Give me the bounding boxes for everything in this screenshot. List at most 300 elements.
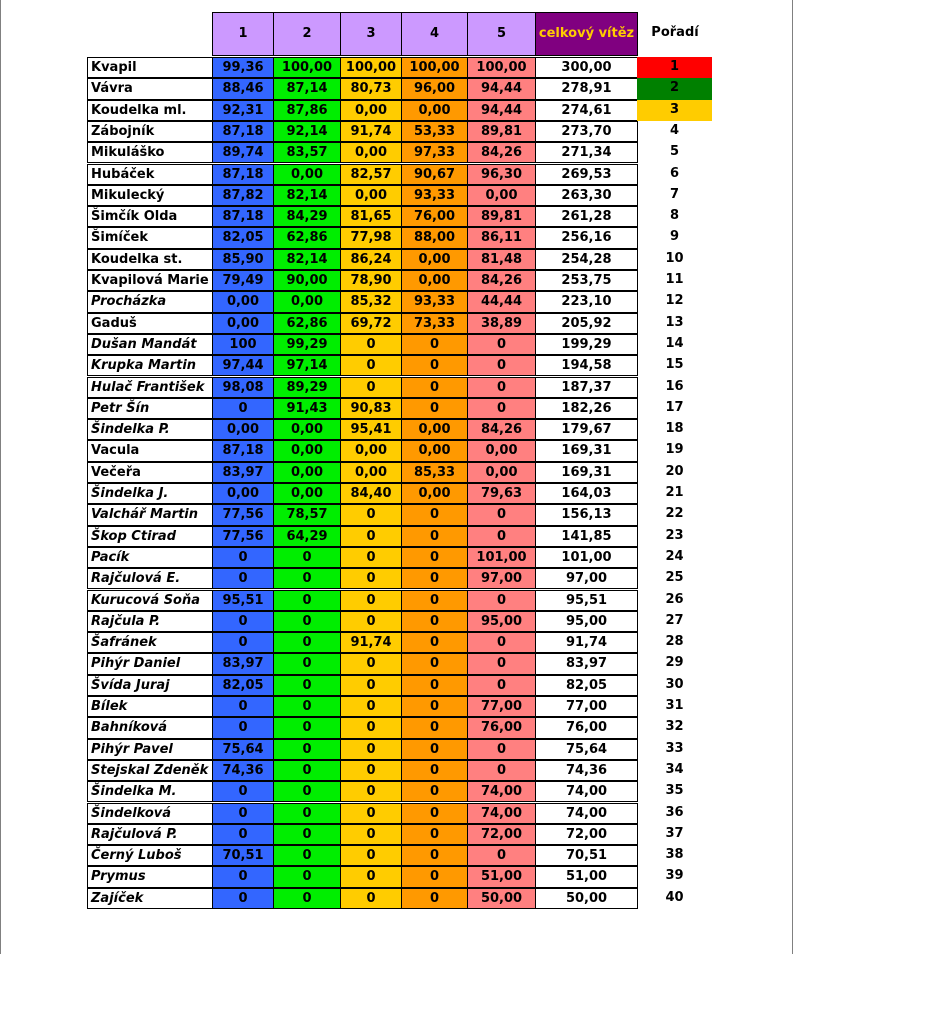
- score-round-1[interactable]: 87,18: [212, 164, 274, 185]
- score-round-1[interactable]: 95,51: [212, 590, 274, 611]
- score-round-5[interactable]: 81,48: [467, 249, 536, 270]
- score-round-5[interactable]: 84,26: [467, 142, 536, 163]
- total-score[interactable]: 95,00: [535, 611, 638, 632]
- competitor-name[interactable]: Kvapil: [87, 57, 213, 78]
- score-round-5[interactable]: 0: [467, 739, 536, 760]
- total-score[interactable]: 141,85: [535, 526, 638, 547]
- score-round-3[interactable]: 78,90: [340, 270, 402, 291]
- total-score[interactable]: 72,00: [535, 824, 638, 845]
- score-round-3[interactable]: 86,24: [340, 249, 402, 270]
- header-rank[interactable]: Pořadí: [651, 25, 699, 40]
- score-round-4[interactable]: 0: [401, 888, 468, 909]
- score-round-3[interactable]: 100,00: [340, 57, 402, 78]
- rank-cell[interactable]: 22: [665, 506, 684, 522]
- score-round-4[interactable]: 0: [401, 717, 468, 738]
- competitor-name[interactable]: Rajčulová P.: [87, 824, 213, 845]
- score-round-3[interactable]: 91,74: [340, 121, 402, 142]
- score-round-2[interactable]: 91,43: [273, 398, 341, 419]
- score-round-3[interactable]: 0: [340, 888, 402, 909]
- total-score[interactable]: 76,00: [535, 717, 638, 738]
- score-round-4[interactable]: 0: [401, 377, 468, 398]
- score-round-2[interactable]: 64,29: [273, 526, 341, 547]
- score-round-5[interactable]: 38,89: [467, 313, 536, 334]
- rank-cell[interactable]: 32: [665, 719, 684, 735]
- score-round-3[interactable]: 0: [340, 739, 402, 760]
- total-score[interactable]: 51,00: [535, 866, 638, 887]
- score-round-2[interactable]: 0,00: [273, 291, 341, 312]
- score-round-3[interactable]: 90,83: [340, 398, 402, 419]
- score-round-5[interactable]: 74,00: [467, 803, 536, 824]
- total-score[interactable]: 271,34: [535, 142, 638, 163]
- score-round-3[interactable]: 0: [340, 355, 402, 376]
- total-score[interactable]: 269,53: [535, 164, 638, 185]
- score-round-1[interactable]: 0: [212, 611, 274, 632]
- competitor-name[interactable]: Kvapilová Marie: [87, 270, 213, 291]
- score-round-2[interactable]: 0: [273, 717, 341, 738]
- competitor-name[interactable]: Koudelka st.: [87, 249, 213, 270]
- total-score[interactable]: 273,70: [535, 121, 638, 142]
- competitor-name[interactable]: Kurucová Soňa: [87, 590, 213, 611]
- competitor-name[interactable]: Valchář Martin: [87, 504, 213, 525]
- score-round-2[interactable]: 0: [273, 866, 341, 887]
- score-round-4[interactable]: 0: [401, 653, 468, 674]
- score-round-2[interactable]: 0: [273, 632, 341, 653]
- score-round-2[interactable]: 0: [273, 824, 341, 845]
- competitor-name[interactable]: Šimíček: [87, 227, 213, 248]
- rank-cell[interactable]: 7: [669, 186, 680, 202]
- score-round-2[interactable]: 89,29: [273, 377, 341, 398]
- score-round-1[interactable]: 0,00: [212, 483, 274, 504]
- rank-cell[interactable]: 33: [665, 740, 684, 756]
- score-round-4[interactable]: 0,00: [401, 419, 468, 440]
- score-round-1[interactable]: 74,36: [212, 760, 274, 781]
- score-round-1[interactable]: 77,56: [212, 526, 274, 547]
- score-round-2[interactable]: 92,14: [273, 121, 341, 142]
- total-score[interactable]: 182,26: [535, 398, 638, 419]
- score-round-2[interactable]: 82,14: [273, 185, 341, 206]
- score-round-3[interactable]: 85,32: [340, 291, 402, 312]
- score-round-4[interactable]: 0: [401, 334, 468, 355]
- score-round-3[interactable]: 80,73: [340, 78, 402, 99]
- score-round-2[interactable]: 0,00: [273, 462, 341, 483]
- score-round-1[interactable]: 0: [212, 781, 274, 802]
- score-round-1[interactable]: 87,18: [212, 121, 274, 142]
- competitor-name[interactable]: Krupka Martin: [87, 355, 213, 376]
- score-round-1[interactable]: 0: [212, 803, 274, 824]
- header-overall-winner[interactable]: celkový vítěz: [535, 12, 638, 56]
- score-round-4[interactable]: 0: [401, 803, 468, 824]
- total-score[interactable]: 169,31: [535, 440, 638, 461]
- total-score[interactable]: 74,00: [535, 803, 638, 824]
- competitor-name[interactable]: Večeřa: [87, 462, 213, 483]
- score-round-4[interactable]: 97,33: [401, 142, 468, 163]
- score-round-5[interactable]: 79,63: [467, 483, 536, 504]
- competitor-name[interactable]: Pihýr Pavel: [87, 739, 213, 760]
- score-round-3[interactable]: 82,57: [340, 164, 402, 185]
- score-round-3[interactable]: 84,40: [340, 483, 402, 504]
- score-round-3[interactable]: 0: [340, 845, 402, 866]
- competitor-name[interactable]: Mikuláško: [87, 142, 213, 163]
- score-round-3[interactable]: 0: [340, 334, 402, 355]
- score-round-3[interactable]: 0,00: [340, 100, 402, 121]
- competitor-name[interactable]: Zajíček: [87, 888, 213, 909]
- score-round-1[interactable]: 0,00: [212, 419, 274, 440]
- score-round-2[interactable]: 62,86: [273, 227, 341, 248]
- score-round-5[interactable]: 0: [467, 355, 536, 376]
- score-round-2[interactable]: 0,00: [273, 440, 341, 461]
- score-round-1[interactable]: 98,08: [212, 377, 274, 398]
- score-round-3[interactable]: 0: [340, 504, 402, 525]
- score-round-4[interactable]: 0: [401, 355, 468, 376]
- rank-cell[interactable]: 17: [665, 399, 684, 415]
- rank-cell[interactable]: 19: [665, 442, 684, 458]
- score-round-2[interactable]: 62,86: [273, 313, 341, 334]
- score-round-3[interactable]: 0: [340, 568, 402, 589]
- competitor-name[interactable]: Šindelka P.: [87, 419, 213, 440]
- competitor-name[interactable]: Šindelková: [87, 803, 213, 824]
- score-round-1[interactable]: 70,51: [212, 845, 274, 866]
- score-round-5[interactable]: 86,11: [467, 227, 536, 248]
- total-score[interactable]: 254,28: [535, 249, 638, 270]
- score-round-1[interactable]: 0: [212, 888, 274, 909]
- competitor-name[interactable]: Škop Ctirad: [87, 526, 213, 547]
- rank-cell[interactable]: 34: [665, 761, 684, 777]
- total-score[interactable]: 187,37: [535, 377, 638, 398]
- score-round-2[interactable]: 0: [273, 568, 341, 589]
- competitor-name[interactable]: Koudelka ml.: [87, 100, 213, 121]
- rank-cell[interactable]: 3: [637, 100, 712, 121]
- competitor-name[interactable]: Zábojník: [87, 121, 213, 142]
- score-round-4[interactable]: 93,33: [401, 185, 468, 206]
- total-score[interactable]: 261,28: [535, 206, 638, 227]
- total-score[interactable]: 50,00: [535, 888, 638, 909]
- score-round-1[interactable]: 82,05: [212, 227, 274, 248]
- score-round-5[interactable]: 0: [467, 526, 536, 547]
- rank-cell[interactable]: 13: [665, 314, 684, 330]
- score-round-5[interactable]: 94,44: [467, 78, 536, 99]
- score-round-2[interactable]: 97,14: [273, 355, 341, 376]
- total-score[interactable]: 101,00: [535, 547, 638, 568]
- score-round-1[interactable]: 0: [212, 568, 274, 589]
- competitor-name[interactable]: Rajčulová E.: [87, 568, 213, 589]
- score-round-2[interactable]: 0: [273, 845, 341, 866]
- score-round-4[interactable]: 0,00: [401, 249, 468, 270]
- rank-cell[interactable]: 35: [665, 783, 684, 799]
- competitor-name[interactable]: Vávra: [87, 78, 213, 99]
- competitor-name[interactable]: Vacula: [87, 440, 213, 461]
- score-round-1[interactable]: 87,82: [212, 185, 274, 206]
- rank-cell[interactable]: 23: [665, 527, 684, 543]
- total-score[interactable]: 164,03: [535, 483, 638, 504]
- score-round-5[interactable]: 101,00: [467, 547, 536, 568]
- competitor-name[interactable]: Šindelka J.: [87, 483, 213, 504]
- total-score[interactable]: 70,51: [535, 845, 638, 866]
- total-score[interactable]: 274,61: [535, 100, 638, 121]
- competitor-name[interactable]: Hubáček: [87, 164, 213, 185]
- score-round-3[interactable]: 0: [340, 760, 402, 781]
- total-score[interactable]: 82,05: [535, 675, 638, 696]
- total-score[interactable]: 253,75: [535, 270, 638, 291]
- total-score[interactable]: 194,58: [535, 355, 638, 376]
- score-round-4[interactable]: 96,00: [401, 78, 468, 99]
- rank-cell[interactable]: 18: [665, 421, 684, 437]
- competitor-name[interactable]: Hulač František: [87, 377, 213, 398]
- score-round-1[interactable]: 83,97: [212, 653, 274, 674]
- total-score[interactable]: 91,74: [535, 632, 638, 653]
- score-round-1[interactable]: 0: [212, 632, 274, 653]
- competitor-name[interactable]: Švída Juraj: [87, 675, 213, 696]
- score-round-2[interactable]: 87,14: [273, 78, 341, 99]
- competitor-name[interactable]: Rajčula P.: [87, 611, 213, 632]
- score-round-2[interactable]: 0: [273, 803, 341, 824]
- score-round-2[interactable]: 90,00: [273, 270, 341, 291]
- total-score[interactable]: 97,00: [535, 568, 638, 589]
- score-round-4[interactable]: 0,00: [401, 440, 468, 461]
- header-round-1[interactable]: 1: [212, 12, 274, 56]
- score-round-3[interactable]: 0: [340, 526, 402, 547]
- rank-cell[interactable]: 14: [665, 335, 684, 351]
- score-round-1[interactable]: 0: [212, 824, 274, 845]
- score-round-5[interactable]: 0,00: [467, 440, 536, 461]
- score-round-5[interactable]: 50,00: [467, 888, 536, 909]
- competitor-name[interactable]: Stejskal Zdeněk: [87, 760, 213, 781]
- total-score[interactable]: 75,64: [535, 739, 638, 760]
- score-round-3[interactable]: 0: [340, 590, 402, 611]
- score-round-2[interactable]: 0,00: [273, 419, 341, 440]
- score-round-4[interactable]: 0: [401, 675, 468, 696]
- score-round-3[interactable]: 0: [340, 781, 402, 802]
- score-round-1[interactable]: 97,44: [212, 355, 274, 376]
- rank-cell[interactable]: 24: [665, 548, 684, 564]
- score-round-3[interactable]: 0: [340, 675, 402, 696]
- score-round-1[interactable]: 99,36: [212, 57, 274, 78]
- competitor-name[interactable]: Prymus: [87, 866, 213, 887]
- score-round-5[interactable]: 0: [467, 590, 536, 611]
- score-round-1[interactable]: 83,97: [212, 462, 274, 483]
- score-round-2[interactable]: 78,57: [273, 504, 341, 525]
- total-score[interactable]: 74,36: [535, 760, 638, 781]
- score-round-3[interactable]: 0,00: [340, 185, 402, 206]
- score-round-5[interactable]: 84,26: [467, 419, 536, 440]
- rank-cell[interactable]: 28: [665, 634, 684, 650]
- score-round-2[interactable]: 0: [273, 653, 341, 674]
- score-round-1[interactable]: 82,05: [212, 675, 274, 696]
- rank-cell[interactable]: 26: [665, 591, 684, 607]
- score-round-2[interactable]: 0: [273, 760, 341, 781]
- rank-cell[interactable]: 25: [665, 570, 684, 586]
- score-round-2[interactable]: 0: [273, 781, 341, 802]
- score-round-2[interactable]: 0: [273, 696, 341, 717]
- rank-cell[interactable]: 15: [665, 357, 684, 373]
- score-round-3[interactable]: 0,00: [340, 462, 402, 483]
- score-round-4[interactable]: 0: [401, 590, 468, 611]
- score-round-2[interactable]: 87,86: [273, 100, 341, 121]
- rank-cell[interactable]: 2: [637, 78, 712, 99]
- score-round-4[interactable]: 0,00: [401, 483, 468, 504]
- score-round-1[interactable]: 0: [212, 696, 274, 717]
- competitor-name[interactable]: Petr Šín: [87, 398, 213, 419]
- score-round-4[interactable]: 0: [401, 760, 468, 781]
- rank-cell[interactable]: 21: [665, 485, 684, 500]
- score-round-2[interactable]: 83,57: [273, 142, 341, 163]
- rank-cell[interactable]: 10: [665, 250, 684, 266]
- rank-cell[interactable]: 39: [665, 868, 684, 884]
- score-round-4[interactable]: 53,33: [401, 121, 468, 142]
- score-round-3[interactable]: 81,65: [340, 206, 402, 227]
- rank-cell[interactable]: 27: [665, 612, 684, 628]
- competitor-name[interactable]: Šafránek: [87, 632, 213, 653]
- score-round-5[interactable]: 76,00: [467, 717, 536, 738]
- score-round-2[interactable]: 0: [273, 739, 341, 760]
- competitor-name[interactable]: Pacík: [87, 547, 213, 568]
- score-round-1[interactable]: 89,74: [212, 142, 274, 163]
- total-score[interactable]: 278,91: [535, 78, 638, 99]
- rank-cell[interactable]: 40: [665, 889, 684, 905]
- score-round-4[interactable]: 0: [401, 568, 468, 589]
- score-round-2[interactable]: 0: [273, 888, 341, 909]
- rank-cell[interactable]: 8: [669, 208, 680, 224]
- score-round-2[interactable]: 0: [273, 675, 341, 696]
- score-round-1[interactable]: 87,18: [212, 206, 274, 227]
- score-round-4[interactable]: 93,33: [401, 291, 468, 312]
- total-score[interactable]: 74,00: [535, 781, 638, 802]
- rank-cell[interactable]: 16: [665, 378, 684, 394]
- score-round-4[interactable]: 73,33: [401, 313, 468, 334]
- score-round-3[interactable]: 0: [340, 547, 402, 568]
- score-round-2[interactable]: 0,00: [273, 483, 341, 504]
- score-round-5[interactable]: 44,44: [467, 291, 536, 312]
- score-round-5[interactable]: 0: [467, 675, 536, 696]
- score-round-4[interactable]: 0: [401, 526, 468, 547]
- score-round-1[interactable]: 0: [212, 717, 274, 738]
- score-round-5[interactable]: 0: [467, 653, 536, 674]
- rank-cell[interactable]: 12: [665, 293, 684, 309]
- total-score[interactable]: 179,67: [535, 419, 638, 440]
- score-round-5[interactable]: 0: [467, 760, 536, 781]
- score-round-5[interactable]: 0: [467, 377, 536, 398]
- rank-cell[interactable]: 37: [665, 825, 684, 841]
- score-round-4[interactable]: 76,00: [401, 206, 468, 227]
- score-round-3[interactable]: 0: [340, 611, 402, 632]
- score-round-2[interactable]: 0: [273, 547, 341, 568]
- score-round-5[interactable]: 0: [467, 845, 536, 866]
- total-score[interactable]: 199,29: [535, 334, 638, 355]
- score-round-4[interactable]: 0: [401, 398, 468, 419]
- total-score[interactable]: 156,13: [535, 504, 638, 525]
- competitor-name[interactable]: Dušan Mandát: [87, 334, 213, 355]
- score-round-3[interactable]: 0: [340, 653, 402, 674]
- score-round-5[interactable]: 89,81: [467, 121, 536, 142]
- score-round-4[interactable]: 0,00: [401, 100, 468, 121]
- score-round-5[interactable]: 84,26: [467, 270, 536, 291]
- total-score[interactable]: 83,97: [535, 653, 638, 674]
- total-score[interactable]: 77,00: [535, 696, 638, 717]
- rank-cell[interactable]: 6: [669, 165, 680, 181]
- score-round-1[interactable]: 92,31: [212, 100, 274, 121]
- score-round-5[interactable]: 0,00: [467, 462, 536, 483]
- rank-cell[interactable]: 9: [669, 229, 680, 245]
- rank-cell[interactable]: 20: [665, 463, 684, 479]
- score-round-1[interactable]: 0: [212, 398, 274, 419]
- score-round-5[interactable]: 51,00: [467, 866, 536, 887]
- score-round-2[interactable]: 100,00: [273, 57, 341, 78]
- score-round-4[interactable]: 0: [401, 866, 468, 887]
- score-round-2[interactable]: 0: [273, 590, 341, 611]
- competitor-name[interactable]: Procházka: [87, 291, 213, 312]
- score-round-3[interactable]: 95,41: [340, 419, 402, 440]
- score-round-4[interactable]: 85,33: [401, 462, 468, 483]
- competitor-name[interactable]: Bílek: [87, 696, 213, 717]
- score-round-4[interactable]: 0: [401, 739, 468, 760]
- score-round-1[interactable]: 75,64: [212, 739, 274, 760]
- competitor-name[interactable]: Šimčík Olda: [87, 206, 213, 227]
- score-round-1[interactable]: 85,90: [212, 249, 274, 270]
- competitor-name[interactable]: Pihýr Daniel: [87, 653, 213, 674]
- rank-cell[interactable]: 29: [665, 655, 684, 671]
- total-score[interactable]: 300,00: [535, 57, 638, 78]
- rank-cell[interactable]: 30: [665, 676, 684, 692]
- score-round-1[interactable]: 0: [212, 547, 274, 568]
- score-round-5[interactable]: 96,30: [467, 164, 536, 185]
- score-round-3[interactable]: 69,72: [340, 313, 402, 334]
- score-round-3[interactable]: 0: [340, 803, 402, 824]
- score-round-5[interactable]: 0,00: [467, 185, 536, 206]
- score-round-2[interactable]: 0: [273, 611, 341, 632]
- score-round-4[interactable]: 0: [401, 781, 468, 802]
- score-round-1[interactable]: 87,18: [212, 440, 274, 461]
- rank-cell[interactable]: 4: [669, 122, 680, 138]
- score-round-5[interactable]: 0: [467, 504, 536, 525]
- score-round-5[interactable]: 0: [467, 334, 536, 355]
- score-round-1[interactable]: 0,00: [212, 291, 274, 312]
- rank-cell[interactable]: 1: [637, 57, 712, 78]
- rank-cell[interactable]: 36: [665, 804, 684, 820]
- score-round-3[interactable]: 0: [340, 696, 402, 717]
- score-round-2[interactable]: 99,29: [273, 334, 341, 355]
- total-score[interactable]: 205,92: [535, 313, 638, 334]
- score-round-1[interactable]: 79,49: [212, 270, 274, 291]
- score-round-1[interactable]: 88,46: [212, 78, 274, 99]
- score-round-4[interactable]: 90,67: [401, 164, 468, 185]
- score-round-1[interactable]: 100: [212, 334, 274, 355]
- rank-cell[interactable]: 31: [665, 698, 684, 713]
- score-round-5[interactable]: 0: [467, 398, 536, 419]
- competitor-name[interactable]: Černý Luboš: [87, 845, 213, 866]
- score-round-5[interactable]: 97,00: [467, 568, 536, 589]
- competitor-name[interactable]: Mikulecký: [87, 185, 213, 206]
- score-round-3[interactable]: 0: [340, 824, 402, 845]
- rank-cell[interactable]: 38: [665, 847, 684, 863]
- score-round-4[interactable]: 0: [401, 611, 468, 632]
- header-round-2[interactable]: 2: [273, 12, 341, 56]
- score-round-1[interactable]: 0,00: [212, 313, 274, 334]
- score-round-2[interactable]: 82,14: [273, 249, 341, 270]
- score-round-3[interactable]: 0,00: [340, 440, 402, 461]
- total-score[interactable]: 263,30: [535, 185, 638, 206]
- competitor-name[interactable]: Bahníková: [87, 717, 213, 738]
- score-round-3[interactable]: 77,98: [340, 227, 402, 248]
- score-round-4[interactable]: 0,00: [401, 270, 468, 291]
- total-score[interactable]: 223,10: [535, 291, 638, 312]
- rank-cell[interactable]: 11: [665, 272, 684, 287]
- score-round-5[interactable]: 77,00: [467, 696, 536, 717]
- header-round-5[interactable]: 5: [467, 12, 536, 56]
- score-round-4[interactable]: 88,00: [401, 227, 468, 248]
- score-round-4[interactable]: 0: [401, 824, 468, 845]
- score-round-4[interactable]: 100,00: [401, 57, 468, 78]
- header-round-4[interactable]: 4: [401, 12, 468, 56]
- score-round-5[interactable]: 72,00: [467, 824, 536, 845]
